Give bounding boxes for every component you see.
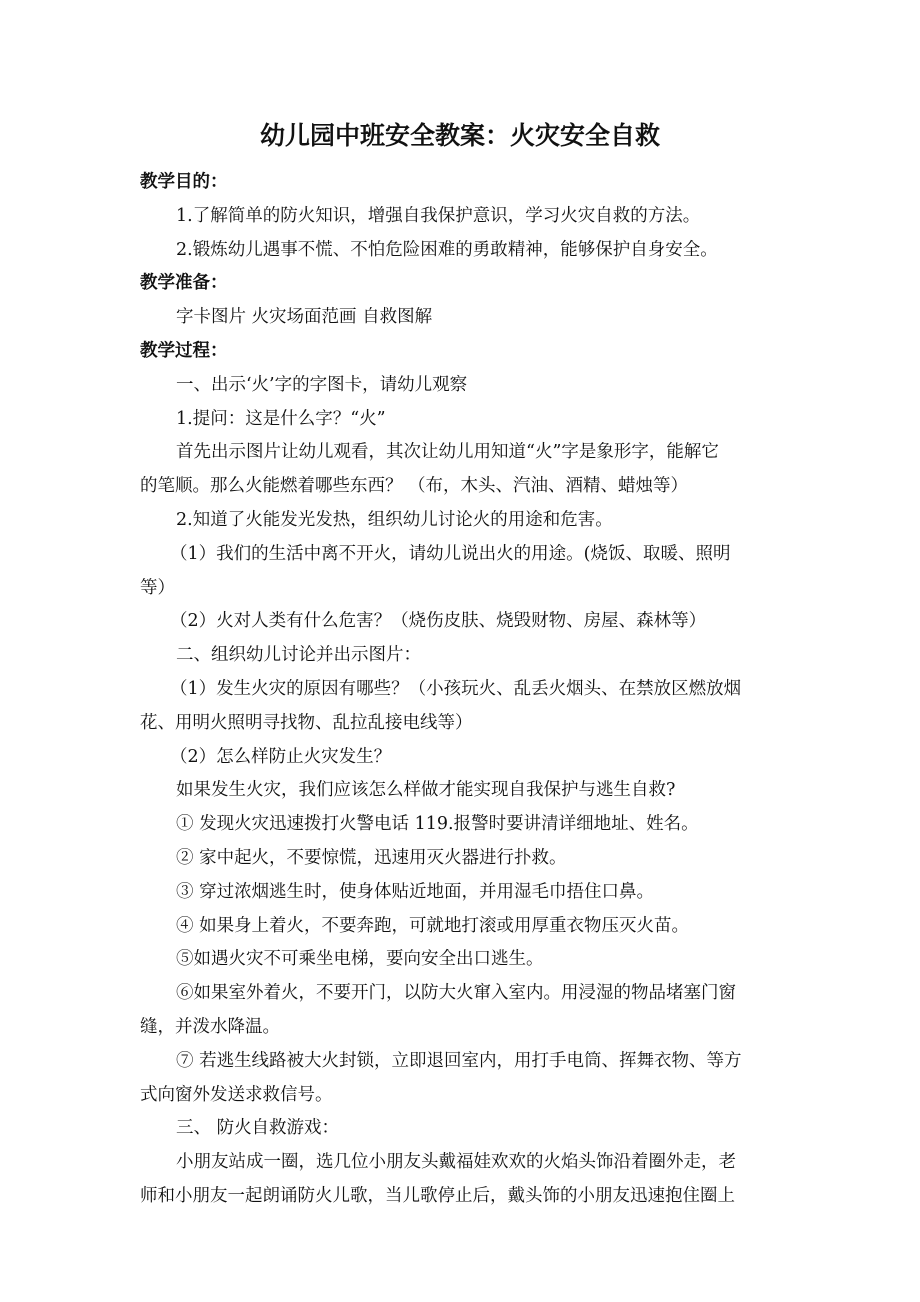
process-line: （1）我们的生活中离不开火，请幼儿说出火的用途。(烧饭、取暖、照明 [170, 543, 731, 564]
process-line: ③ 穿过浓烟逃生时，使身体贴近地面，并用湿毛巾捂住口鼻。 [176, 881, 655, 902]
process-line: 二、组织幼儿讨论并出示图片： [176, 645, 421, 666]
process-line: ② 家中起火，不要惊慌，迅速用灭火器进行扑救。 [176, 847, 567, 868]
objective-item: 2.锻炼幼儿遇事不慌、不怕危险困难的勇敢精神，能够保护自身安全。 [176, 239, 718, 260]
process-line: 三、 防火自救游戏： [176, 1118, 340, 1139]
process-line: 缝，并泼水降温。 [140, 1016, 280, 1037]
process-line: 师和小朋友一起朗诵防火儿歌，当儿歌停止后，戴头饰的小朋友迅速抱住圈上 [140, 1185, 735, 1206]
process-line: 花、用明火照明寻找物、乱拉乱接电线等） [140, 712, 473, 733]
section-heading-objectives: 教学目的： [140, 172, 228, 192]
process-line: （2）怎么样防止火灾发生？ [170, 746, 392, 767]
section-heading-preparation: 教学准备： [140, 273, 228, 294]
process-line: （1）发生火灾的原因有哪些？（小孩玩火、乱丢火烟头、在禁放区燃放烟 [170, 678, 742, 699]
process-line: 等） [140, 577, 175, 598]
process-line: ⑦ 若逃生线路被大火封锁，立即退回室内，用打手电筒、挥舞衣物、等方 [176, 1050, 742, 1071]
process-line: （2）火对人类有什么危害？（烧伤皮肤、烧毁财物、房屋、森林等） [170, 611, 707, 632]
process-line: 的笔顺。那么火能燃着哪些东西？ （布，木头、汽油、酒精、蜡烛等） [140, 476, 689, 497]
preparation-item: 字卡图片 火灾场面范画 自救图解 [176, 307, 433, 328]
process-line: ⑤如遇火灾不可乘坐电梯，要向安全出口逃生。 [176, 949, 544, 970]
process-line: ④ 如果身上着火，不要奔跑，可就地打滚或用厚重衣物压灭火苗。 [176, 915, 690, 936]
process-line: 2.知道了火能发光发热，组织幼儿讨论火的用途和危害。 [176, 509, 613, 530]
section-heading-process: 教学过程： [140, 340, 228, 361]
process-line: ⑥如果室外着火，不要开门，以防大火窜入室内。用浸湿的物品堵塞门窗 [176, 983, 736, 1004]
process-line: 一、出示‘火’字的字图卡，请幼儿观察 [176, 374, 468, 395]
process-line: 1.提问：这是什么字？“火” [176, 408, 386, 429]
process-line: 式向窗外发送求救信号。 [140, 1084, 333, 1105]
process-line: 小朋友站成一圈，选几位小朋友头戴福娃欢欢的火焰头饰沿着圈外走，老 [176, 1152, 736, 1173]
process-line: 如果发生火灾，我们应该怎么样做才能实现自我保护与逃生自救? [176, 780, 676, 801]
objective-item: 1.了解简单的防火知识，增强自我保护意识，学习火灾自救的方法。 [176, 205, 701, 226]
process-line: 首先出示图片让幼儿观看，其次让幼儿用知道“火”字是象形字，能解它 [176, 442, 719, 463]
document-title: 幼儿园中班安全教案：火灾安全自救 [259, 121, 660, 150]
document-body [140, 166, 776, 1214]
process-line: ① 发现火灾迅速拨打火警电话 119.报警时要讲清详细地址、姓名。 [176, 814, 699, 835]
